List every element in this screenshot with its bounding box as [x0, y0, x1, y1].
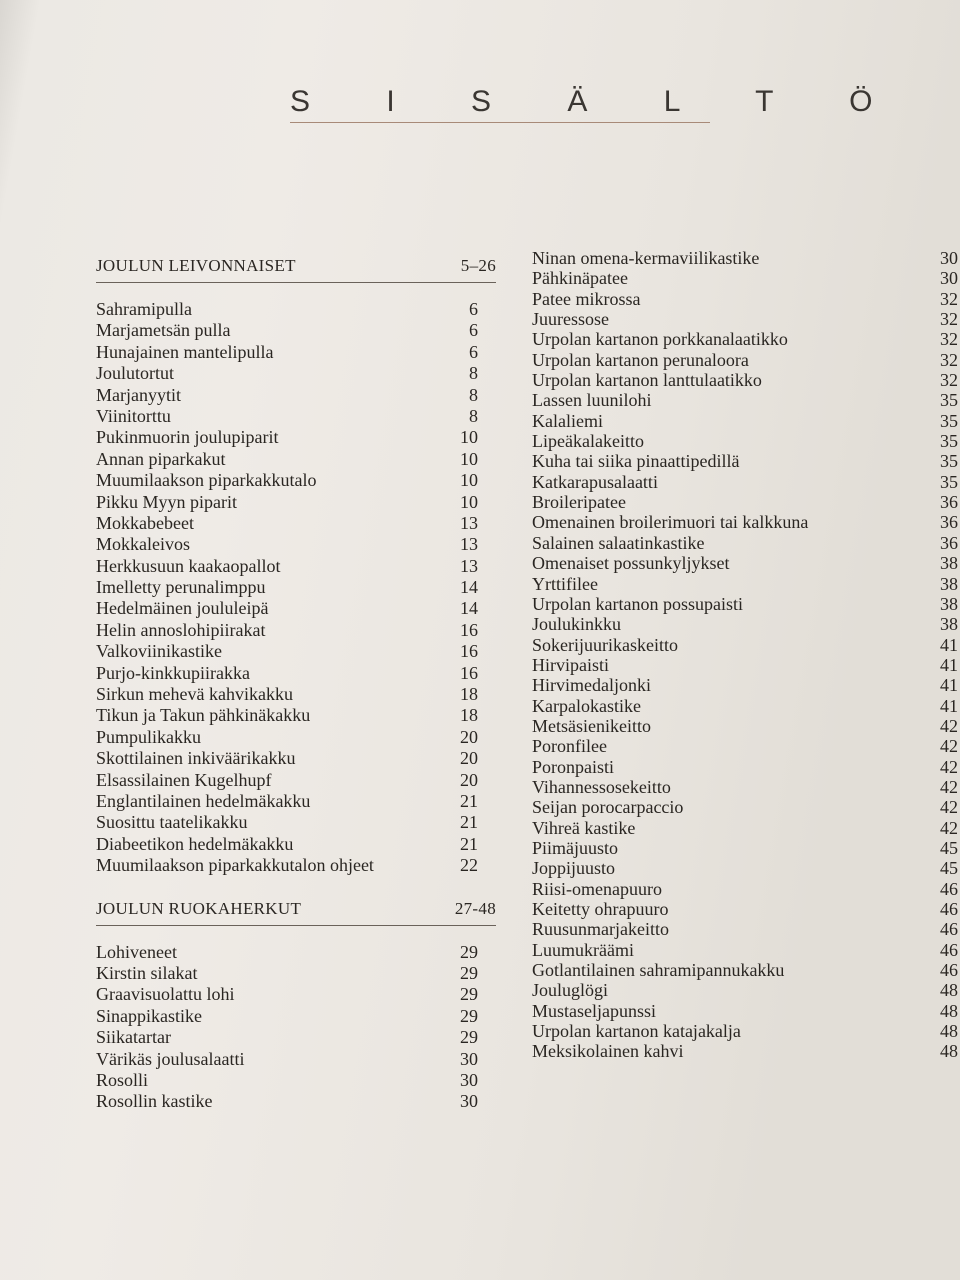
entry-page: 30	[460, 1069, 478, 1090]
entry-page: 29	[460, 1027, 478, 1048]
entry-page: 48	[940, 1041, 958, 1062]
entry-page: 30	[460, 1091, 478, 1112]
entry-page: 29	[460, 1005, 478, 1026]
entry-page: 41	[940, 675, 958, 696]
toc-entry	[96, 363, 496, 384]
toc-entry	[96, 320, 496, 341]
toc-entry	[96, 641, 496, 662]
entry-page: 10	[460, 427, 478, 448]
entry-page: 29	[460, 984, 478, 1005]
entry-page: 45	[940, 837, 958, 858]
toc-entry	[532, 696, 960, 716]
toc-entry	[96, 449, 496, 470]
toc-entry	[96, 748, 496, 769]
entry-page: 48	[940, 980, 958, 1001]
toc-entry	[532, 960, 960, 980]
toc-entry	[532, 411, 960, 431]
entry-name: Riisi-omenapuuro	[532, 878, 662, 899]
entry-page: 6	[469, 320, 478, 341]
entry-page: 38	[940, 593, 958, 614]
entry-name: Seijan porocarpaccio	[532, 797, 684, 818]
entry-list	[96, 942, 496, 1113]
entry-page: 16	[460, 641, 478, 662]
toc-entry	[96, 770, 496, 791]
entry-name: Katkarapusalaatti	[532, 471, 658, 492]
toc-entry	[96, 385, 496, 406]
entry-page: 42	[940, 797, 958, 818]
toc-entry	[532, 858, 960, 878]
entry-name: Tikun ja Takun pähkinäkakku	[96, 705, 311, 726]
entry-name: Gotlantilainen sahramipannukakku	[532, 960, 785, 981]
entry-name: Elsassilainen Kugelhupf	[96, 769, 272, 790]
entry-name: Hirvimedaljonki	[532, 675, 651, 696]
entry-page: 42	[940, 776, 958, 797]
entry-page: 29	[460, 941, 478, 962]
entry-name: Vihreä kastike	[532, 817, 636, 838]
entry-name: Skottilainen inkiväärikakku	[96, 748, 296, 769]
toc-entry	[532, 716, 960, 736]
entry-page: 41	[940, 654, 958, 675]
entry-name: Luumukräämi	[532, 939, 634, 960]
toc-entry	[532, 919, 960, 939]
entry-name: Imelletty perunalimppu	[96, 577, 266, 598]
toc-entry	[532, 431, 960, 451]
entry-name: Värikäs joulusalaatti	[96, 1048, 245, 1069]
toc-entry	[96, 342, 496, 363]
entry-page: 41	[940, 634, 958, 655]
entry-name: Omenaiset possunkyljykset	[532, 553, 730, 574]
entry-name: Hirvipaisti	[532, 654, 609, 675]
entry-page: 46	[940, 919, 958, 940]
entry-page: 20	[460, 726, 478, 747]
toc-entry	[532, 1021, 960, 1041]
entry-name: Suosittu taatelikakku	[96, 812, 248, 833]
toc-entry	[532, 574, 960, 594]
toc-entry	[532, 899, 960, 919]
entry-name: Sinappikastike	[96, 1005, 202, 1026]
entry-name: Muumilaakson piparkakkutalo	[96, 470, 317, 491]
toc-entry	[96, 1091, 496, 1112]
entry-page: 10	[460, 470, 478, 491]
entry-page: 36	[940, 532, 958, 553]
entry-page: 45	[940, 858, 958, 879]
entry-name: Urpolan kartanon katajakalja	[532, 1021, 741, 1042]
toc-entry	[96, 534, 496, 555]
entry-page: 22	[460, 855, 478, 876]
entry-name: Englantilainen hedelmäkakku	[96, 790, 311, 811]
entry-page: 8	[469, 384, 478, 405]
toc-entry	[96, 598, 496, 619]
toc-entry	[96, 834, 496, 855]
entry-name: Hunajainen mantelipulla	[96, 341, 274, 362]
entry-page: 10	[460, 491, 478, 512]
entry-page: 13	[460, 555, 478, 576]
toc-entry	[532, 533, 960, 553]
entry-page: 30	[460, 1048, 478, 1069]
entry-name: Ruusunmarjakeitto	[532, 919, 669, 940]
toc-entry	[96, 577, 496, 598]
entry-page: 38	[940, 573, 958, 594]
entry-name: Hedelmäinen joululeipä	[96, 598, 269, 619]
toc-entry	[532, 1041, 960, 1061]
entry-name: Viinitorttu	[96, 405, 171, 426]
toc-entry	[532, 940, 960, 960]
entry-name: Keitetty ohrapuuro	[532, 899, 669, 919]
entry-name: Marjametsän pulla	[96, 320, 231, 341]
entry-name: Joppijuusto	[532, 858, 616, 879]
toc-entry	[532, 757, 960, 777]
section-title: JOULUN LEIVONNAISET	[96, 256, 296, 275]
toc-entry	[96, 727, 496, 748]
entry-page: 38	[940, 614, 958, 635]
toc-entry	[532, 248, 960, 268]
toc-entry	[532, 818, 960, 838]
entry-name: Graavisuolattu lohi	[96, 984, 235, 1005]
right-column	[532, 248, 960, 1062]
toc-entry	[532, 390, 960, 410]
toc-entry	[96, 855, 496, 876]
entry-page: 46	[940, 878, 958, 899]
entry-name: Rosolli	[96, 1069, 149, 1090]
entry-page: 30	[940, 268, 958, 289]
toc-entry	[532, 451, 960, 471]
entry-page: 6	[469, 341, 478, 362]
entry-name: Sahramipulla	[96, 299, 192, 319]
entry-page: 35	[940, 431, 958, 452]
toc-entry	[532, 268, 960, 288]
toc-entry	[532, 329, 960, 349]
entry-page: 32	[940, 370, 958, 391]
entry-name: Broileripatee	[532, 492, 626, 513]
entry-page: 20	[460, 769, 478, 790]
toc-entry	[532, 736, 960, 756]
toc-entry	[96, 984, 496, 1005]
entry-name: Poronpaisti	[532, 756, 615, 777]
entry-page: 21	[460, 812, 478, 833]
entry-page: 8	[469, 405, 478, 426]
entry-page: 42	[940, 715, 958, 736]
toc-entry	[96, 1006, 496, 1027]
toc-entry	[96, 705, 496, 726]
entry-name: Muumilaakson piparkakkutalon ohjeet	[96, 855, 374, 876]
entry-page: 29	[460, 962, 478, 983]
toc-entry	[96, 492, 496, 513]
toc-entry	[532, 879, 960, 899]
entry-name: Kuha tai siika pinaattipedillä	[532, 451, 740, 472]
section-leivonnaiset	[96, 256, 496, 877]
entry-page: 32	[940, 309, 958, 330]
entry-page: 20	[460, 748, 478, 769]
entry-page: 35	[940, 390, 958, 411]
section-heading	[96, 256, 496, 283]
section-ruokaherkut	[96, 899, 496, 1113]
toc-entry	[96, 663, 496, 684]
entry-name: Pukinmuorin joulupiparit	[96, 427, 279, 448]
toc-entry	[532, 594, 960, 614]
entry-page: 42	[940, 736, 958, 757]
toc-entry	[532, 675, 960, 695]
entry-page: 46	[940, 899, 958, 919]
entry-page: 35	[940, 471, 958, 492]
entry-name: Juuressose	[532, 309, 609, 330]
toc-entry	[96, 684, 496, 705]
entry-name: Marjanyytit	[96, 384, 181, 405]
toc-entry	[96, 556, 496, 577]
toc-entry	[96, 299, 496, 320]
entry-name: Urpolan kartanon possupaisti	[532, 593, 743, 614]
entry-name: Vihannessosekeitto	[532, 776, 671, 797]
entry-page: 16	[460, 662, 478, 683]
entry-page: 13	[460, 534, 478, 555]
toc-entry	[532, 1001, 960, 1021]
toc-entry	[532, 777, 960, 797]
entry-name: Diabeetikon hedelmäkakku	[96, 833, 294, 854]
toc-entry	[96, 406, 496, 427]
entry-page: 6	[469, 299, 478, 319]
page-title: S I S Ä L T Ö	[290, 85, 907, 118]
entry-name: Jouluglögi	[532, 980, 609, 1001]
entry-page: 46	[940, 960, 958, 981]
entry-name: Joulutortut	[96, 363, 175, 384]
entry-page: 42	[940, 756, 958, 777]
toc-entry	[532, 472, 960, 492]
entry-page: 41	[940, 695, 958, 716]
toc-entry	[532, 512, 960, 532]
entry-name: Karpalokastike	[532, 695, 641, 716]
toc-entry	[532, 838, 960, 858]
entry-list	[532, 248, 960, 1062]
entry-page: 10	[460, 448, 478, 469]
toc-entry	[532, 553, 960, 573]
entry-name: Herkkusuun kaakaopallot	[96, 555, 281, 576]
entry-page: 35	[940, 410, 958, 431]
entry-page: 46	[940, 939, 958, 960]
toc-entry	[96, 791, 496, 812]
entry-name: Mokkabebeet	[96, 512, 194, 533]
entry-name: Lohiveneet	[96, 941, 177, 962]
entry-page: 32	[940, 288, 958, 309]
toc-entry	[532, 309, 960, 329]
toc-entry	[96, 1027, 496, 1048]
entry-name: Valkoviinikastike	[96, 641, 222, 662]
entry-page: 14	[460, 598, 478, 619]
entry-name: Patee mikrossa	[532, 288, 641, 309]
entry-name: Annan piparkakut	[96, 448, 226, 469]
entry-name: Metsäsienikeitto	[532, 715, 651, 736]
entry-name: Mokkaleivos	[96, 534, 190, 555]
section-title: JOULUN RUOKAHERKUT	[96, 898, 302, 918]
toc-entry	[532, 614, 960, 634]
toc-entry	[96, 963, 496, 984]
section-pages: 27-48	[454, 898, 496, 918]
entry-name: Yrttifilee	[532, 573, 598, 594]
section-heading	[96, 899, 496, 926]
toc-entry	[532, 289, 960, 309]
entry-page: 38	[940, 553, 958, 574]
entry-page: 18	[460, 705, 478, 726]
entry-name: Joulukinkku	[532, 614, 622, 635]
entry-page: 36	[940, 512, 958, 533]
toc-entry	[96, 1070, 496, 1091]
toc-entry	[96, 513, 496, 534]
entry-page: 8	[469, 363, 478, 384]
toc-entry	[532, 797, 960, 817]
entry-name: Urpolan kartanon porkkanalaatikko	[532, 329, 788, 350]
toc-entry	[96, 1049, 496, 1070]
entry-name: Kalaliemi	[532, 410, 603, 431]
entry-name: Urpolan kartanon perunaloora	[532, 349, 749, 370]
toc-entry	[532, 980, 960, 1000]
entry-name: Piimäjuusto	[532, 837, 619, 858]
entry-page: 36	[940, 492, 958, 513]
entry-name: Helin annoslohipiirakat	[96, 619, 266, 640]
toc-entry	[96, 470, 496, 491]
entry-page: 13	[460, 512, 478, 533]
entry-page: 32	[940, 349, 958, 370]
entry-name: Pähkinäpatee	[532, 268, 628, 289]
toc-entry	[96, 427, 496, 448]
entry-page: 14	[460, 577, 478, 598]
toc-entry	[96, 620, 496, 641]
entry-list	[96, 299, 496, 877]
entry-name: Ninan omena-kermaviilikastike	[532, 248, 760, 268]
toc-entry	[532, 492, 960, 512]
entry-page: 16	[460, 619, 478, 640]
entry-name: Rosollin kastike	[96, 1091, 213, 1112]
entry-page: 48	[940, 1021, 958, 1042]
entry-name: Poronfilee	[532, 736, 607, 757]
entry-name: Salainen salaatinkastike	[532, 532, 705, 553]
entry-name: Lassen luunilohi	[532, 390, 652, 411]
entry-name: Lipeäkalakeitto	[532, 431, 644, 452]
left-column	[96, 256, 496, 1113]
toc-entry	[532, 635, 960, 655]
toc-entry	[532, 655, 960, 675]
entry-page: 32	[940, 329, 958, 350]
entry-name: Pikku Myyn piparit	[96, 491, 238, 512]
entry-name: Kirstin silakat	[96, 962, 198, 983]
toc-entry	[532, 370, 960, 390]
title-rule	[290, 122, 710, 123]
entry-page: 30	[940, 248, 958, 268]
entry-name: Urpolan kartanon lanttulaatikko	[532, 370, 762, 391]
entry-name: Sirkun mehevä kahvikakku	[96, 684, 293, 705]
entry-name: Sokerijuurikaskeitto	[532, 634, 678, 655]
section-pages: 5–26	[460, 256, 496, 275]
entry-page: 21	[460, 790, 478, 811]
entry-page: 48	[940, 1000, 958, 1021]
toc-entry	[532, 350, 960, 370]
entry-name: Purjo-kinkkupiirakka	[96, 662, 250, 683]
entry-name: Omenainen broilerimuori tai kalkkuna	[532, 512, 809, 533]
toc-entry	[96, 942, 496, 963]
entry-page: 42	[940, 817, 958, 838]
entry-name: Mustaseljapunssi	[532, 1000, 656, 1021]
entry-page: 35	[940, 451, 958, 472]
toc-entry	[96, 812, 496, 833]
entry-page: 18	[460, 684, 478, 705]
entry-name: Meksikolainen kahvi	[532, 1041, 684, 1062]
entry-page: 21	[460, 833, 478, 854]
entry-name: Pumpulikakku	[96, 726, 202, 747]
entry-name: Siikatartar	[96, 1027, 171, 1048]
